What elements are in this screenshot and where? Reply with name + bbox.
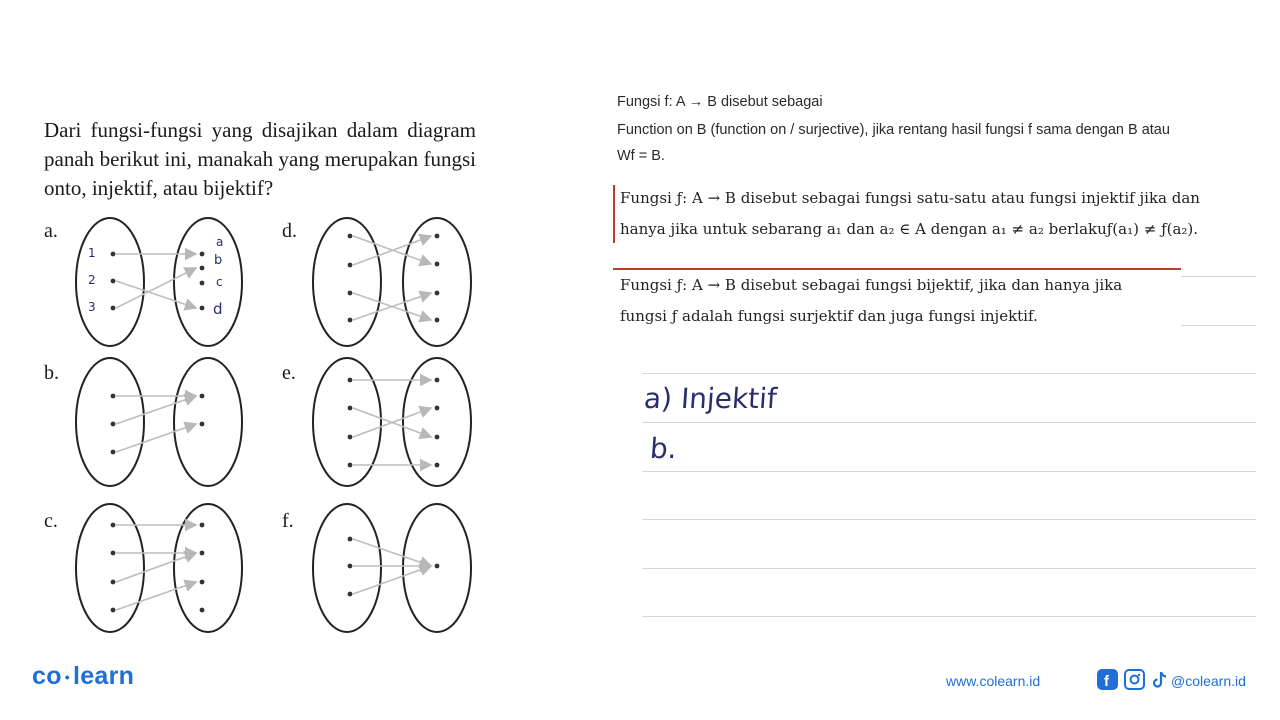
bijective-line-2: fungsi ƒ adalah fungsi surjektif dan juga fungsi injektif. <box>620 307 1038 325</box>
option-label-b: b. <box>44 362 59 384</box>
option-label-f: f. <box>282 510 294 532</box>
handwritten-answer-a: a) Injektif <box>642 382 778 415</box>
option-label-d: d. <box>282 220 297 242</box>
surjective-line-1: Function on B (function on / surjective), jika rentang hasil fungsi f sama dengan B atau <box>617 122 1170 138</box>
diagram-f-domain <box>313 504 381 632</box>
instagram-icon[interactable] <box>1124 669 1145 690</box>
handwritten-answer-b: b. <box>648 432 678 465</box>
diagram-d-domain <box>313 218 381 346</box>
diagram-a-label-2: 2 <box>88 273 96 287</box>
diagram-c-domain <box>76 504 144 632</box>
diagram-a-domain <box>76 218 144 346</box>
ruled-line <box>642 519 1256 520</box>
ruled-line <box>1181 276 1256 277</box>
diagram-e-domain <box>313 358 381 486</box>
option-label-c: c. <box>44 510 58 532</box>
diagram-a-label-c: c <box>216 275 223 289</box>
facebook-icon[interactable] <box>1097 669 1118 690</box>
diagram-b-codomain <box>174 358 242 486</box>
injective-line-1: Fungsi ƒ: A → B disebut sebagai fungsi satu-satu atau fungsi injektif jika dan <box>620 189 1200 207</box>
ruled-line <box>642 568 1256 569</box>
ruled-line <box>642 373 1256 374</box>
surjective-title: Fungsi f: A → B disebut sebagai <box>617 94 823 110</box>
svg-text:f: f <box>1104 673 1109 690</box>
diagram-a-label-b: b <box>214 253 223 268</box>
question-text: Dari fungsi-fungsi yang disajikan dalam diagram panah berikut ini, manakah yang merupakan fungsi onto, injektif, atau bijektif? <box>44 118 476 200</box>
injective-left-border <box>613 185 615 243</box>
diagram-a-label-1: 1 <box>88 246 96 260</box>
ruled-line <box>1181 325 1256 326</box>
diagram-b-domain <box>76 358 144 486</box>
surjective-line-2: Wf = B. <box>617 148 665 164</box>
injective-line-2: hanya jika untuk sebarang a₁ dan a₂ ∈ A dengan a₁ ≠ a₂ berlakuƒ(a₁) ≠ ƒ(a₂). <box>620 220 1199 238</box>
ruled-line <box>642 471 1256 472</box>
footer-url[interactable]: www.colearn.id <box>946 673 1041 689</box>
diagram-a-label-3: 3 <box>88 300 96 314</box>
colearn-logo <box>32 662 134 691</box>
bijective-line-1: Fungsi ƒ: A → B disebut sebagai fungsi bijektif, jika dan hanya jika <box>620 276 1123 294</box>
logo-text-co: co <box>32 662 62 690</box>
footer-social-handle[interactable]: @colearn.id <box>1171 673 1246 689</box>
arrow-diagrams <box>0 0 600 660</box>
diagram-a-label-d: d <box>213 300 223 318</box>
tiktok-icon[interactable] <box>1150 669 1171 690</box>
logo-dot: • <box>64 669 70 686</box>
diagram-a-codomain <box>174 218 242 346</box>
logo-text-learn: learn <box>72 662 135 690</box>
diagram-a-label-a: a <box>216 235 224 249</box>
ruled-line <box>642 422 1256 423</box>
ruled-line <box>642 616 1256 617</box>
option-label-a: a. <box>44 220 58 242</box>
diagram-c-codomain <box>174 504 242 632</box>
option-label-e: e. <box>282 362 296 384</box>
